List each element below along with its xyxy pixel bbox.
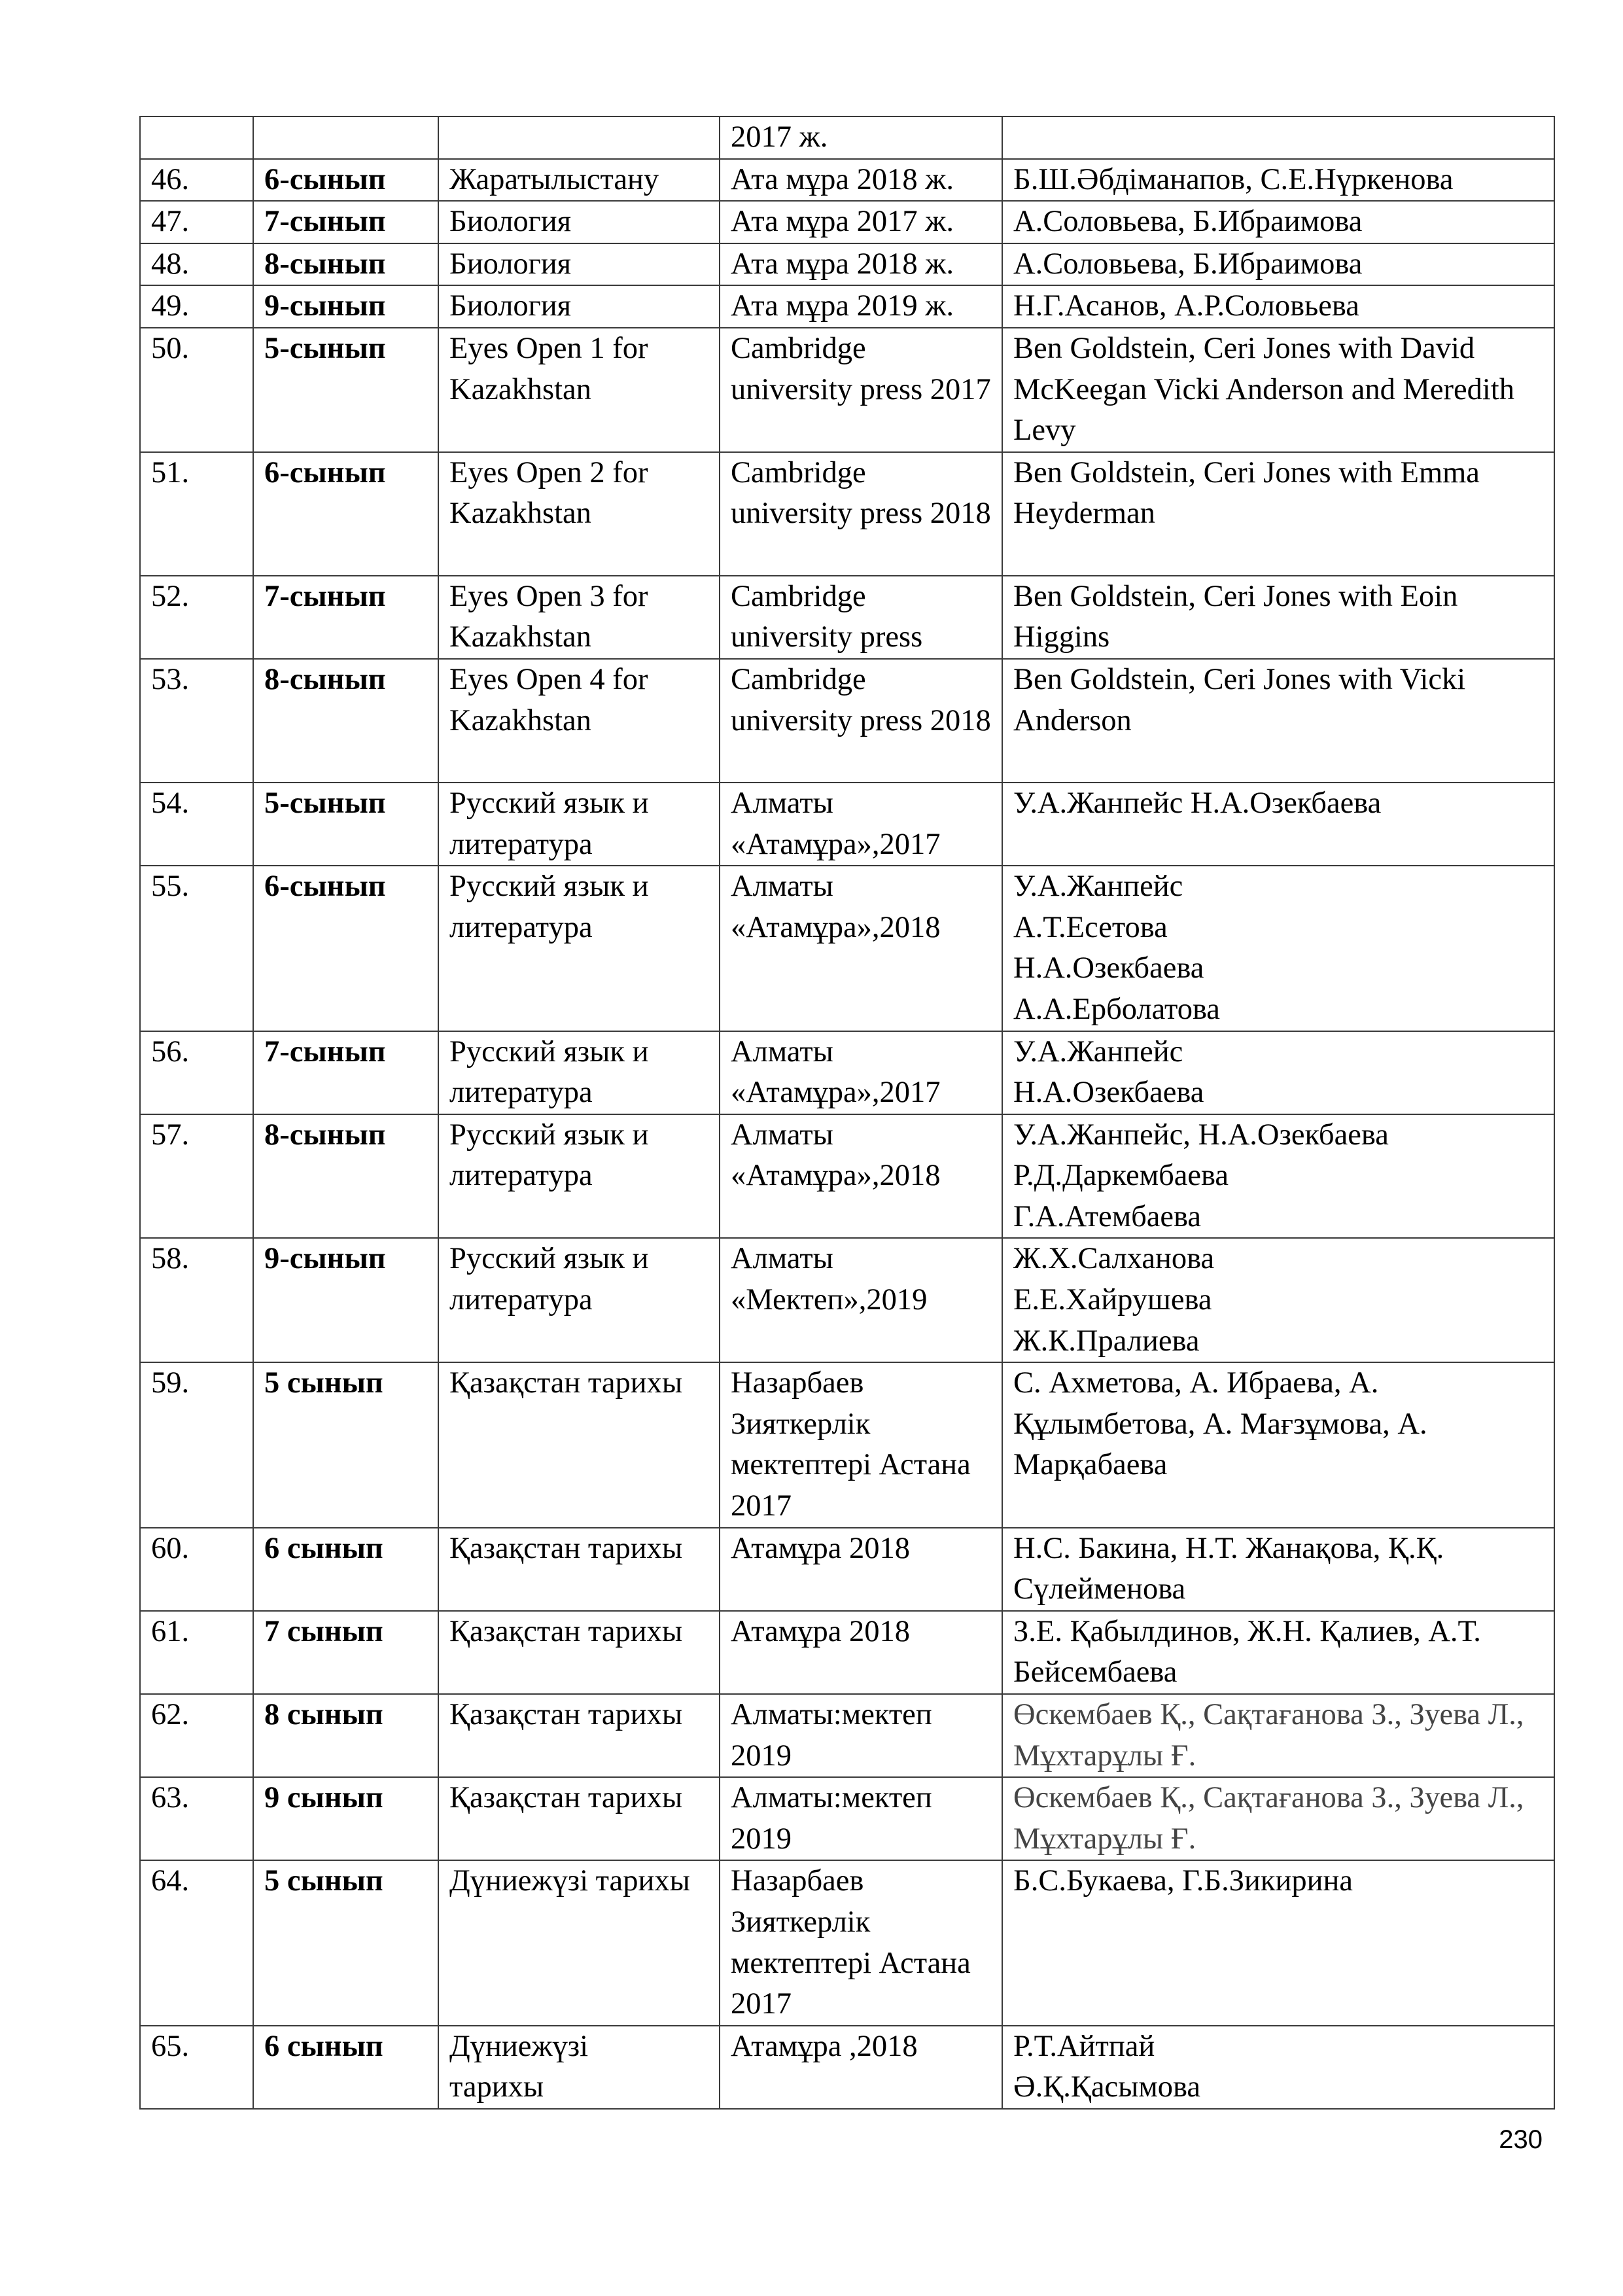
row-number-cell: 65. <box>140 2026 253 2109</box>
grade-cell: 5-сынып <box>253 783 438 866</box>
table-row <box>140 328 1554 452</box>
subject-cell: Қазақстан тарихы <box>438 1777 720 1860</box>
grade-cell: 6 сынып <box>253 2026 438 2109</box>
authors-cell: Б.С.Букаева, Г.Б.Зикирина <box>1002 1860 1554 2025</box>
table-row <box>140 2026 1554 2109</box>
table-row <box>140 1528 1554 1611</box>
subject-cell: Eyes Open 3 for Kazakhstan <box>438 576 720 659</box>
authors-cell: Б.Ш.Әбдіманапов, С.Е.Нүркенова <box>1002 159 1554 202</box>
table-row <box>140 1238 1554 1362</box>
table-row <box>140 285 1554 328</box>
table-row <box>140 1694 1554 1777</box>
subject-cell: Русский язык и литература <box>438 866 720 1031</box>
table-row <box>140 1114 1554 1239</box>
publisher-cell: Алматы «Мектеп»,2019 <box>720 1238 1002 1362</box>
row-number-cell: 62. <box>140 1694 253 1777</box>
publisher-cell: Алматы «Атамұра»,2018 <box>720 866 1002 1031</box>
subject-cell: Русский язык и литература <box>438 1238 720 1362</box>
table-row <box>140 243 1554 286</box>
table-row <box>140 659 1554 783</box>
row-number-cell: 64. <box>140 1860 253 2025</box>
subject-cell: Қазақстан тарихы <box>438 1694 720 1777</box>
grade-cell: 6-сынып <box>253 159 438 202</box>
table-row <box>140 452 1554 576</box>
row-number-cell: 61. <box>140 1611 253 1694</box>
row-number-cell: 53. <box>140 659 253 783</box>
subject-cell: Eyes Open 1 for Kazakhstan <box>438 328 720 452</box>
grade-cell: 8-сынып <box>253 1114 438 1239</box>
table-row <box>140 1777 1554 1860</box>
publisher-cell: Алматы:мектеп 2019 <box>720 1694 1002 1777</box>
table-row <box>140 1362 1554 1527</box>
subject-cell: Русский язык и литература <box>438 783 720 866</box>
authors-cell <box>1002 116 1554 159</box>
row-number-cell: 59. <box>140 1362 253 1527</box>
table-row <box>140 1031 1554 1114</box>
authors-cell: У.А.Жанпейс А.Т.Есетова Н.А.Озекбаева А.А.Ерболатова <box>1002 866 1554 1031</box>
publisher-cell: Алматы:мектеп 2019 <box>720 1777 1002 1860</box>
grade-cell: 9-сынып <box>253 1238 438 1362</box>
table-row <box>140 783 1554 866</box>
publisher-cell: Назарбаев Зияткерлік мектептері Астана 2017 <box>720 1860 1002 2025</box>
publisher-cell: Алматы «Атамұра»,2017 <box>720 1031 1002 1114</box>
row-number-cell: 56. <box>140 1031 253 1114</box>
subject-cell: Русский язык и литература <box>438 1031 720 1114</box>
row-number-cell <box>140 116 253 159</box>
textbook-table <box>139 116 1555 2110</box>
authors-cell: У.А.Жанпейс Н.А.Озекбаева <box>1002 783 1554 866</box>
publisher-cell: Cambridge university press 2017 <box>720 328 1002 452</box>
row-number-cell: 55. <box>140 866 253 1031</box>
authors-cell: Ben Goldstein, Ceri Jones with Vicki Anderson <box>1002 659 1554 783</box>
grade-cell: 6-сынып <box>253 452 438 576</box>
row-number-cell: 46. <box>140 159 253 202</box>
row-number-cell: 52. <box>140 576 253 659</box>
subject-cell: Биология <box>438 201 720 243</box>
subject-cell: Дүниежүзі тарихы <box>438 2026 720 2109</box>
authors-cell: З.Е. Қабылдинов, Ж.Н. Қалиев, А.Т. Бейсембаева <box>1002 1611 1554 1694</box>
row-number-cell: 50. <box>140 328 253 452</box>
subject-cell: Eyes Open 4 for Kazakhstan <box>438 659 720 783</box>
page-number: 230 <box>1499 2125 1543 2154</box>
subject-cell: Eyes Open 2 for Kazakhstan <box>438 452 720 576</box>
authors-cell: У.А.Жанпейс Н.А.Озекбаева <box>1002 1031 1554 1114</box>
authors-cell: Ben Goldstein, Ceri Jones with David McKeegan Vicki Anderson and Meredith Levy <box>1002 328 1554 452</box>
authors-cell: А.Соловьева, Б.Ибраимова <box>1002 243 1554 286</box>
publisher-cell: Ата мұра 2017 ж. <box>720 201 1002 243</box>
table-row <box>140 1860 1554 2025</box>
grade-cell: 7-сынып <box>253 201 438 243</box>
textbook-table-body <box>140 116 1554 2109</box>
publisher-cell: Cambridge university press <box>720 576 1002 659</box>
publisher-cell: Алматы «Атамұра»,2018 <box>720 1114 1002 1239</box>
authors-cell: Р.Т.Айтпай Ә.Қ.Қасымова <box>1002 2026 1554 2109</box>
grade-cell: 8-сынып <box>253 659 438 783</box>
grade-cell: 5-сынып <box>253 328 438 452</box>
publisher-cell: Назарбаев Зияткерлік мектептері Астана 2017 <box>720 1362 1002 1527</box>
subject-cell: Жаратылыстану <box>438 159 720 202</box>
authors-cell: А.Соловьева, Б.Ибраимова <box>1002 201 1554 243</box>
authors-cell: Ж.Х.Салханова Е.Е.Хайрушева Ж.К.Пралиева <box>1002 1238 1554 1362</box>
authors-cell: Өскембаев Қ., Сақтағанова З., Зуева Л., Мұхтарұлы Ғ. <box>1002 1777 1554 1860</box>
publisher-cell: Cambridge university press 2018 <box>720 659 1002 783</box>
grade-cell: 9 сынып <box>253 1777 438 1860</box>
publisher-cell: Атамұра 2018 <box>720 1611 1002 1694</box>
row-number-cell: 48. <box>140 243 253 286</box>
grade-cell: 8 сынып <box>253 1694 438 1777</box>
table-row <box>140 1611 1554 1694</box>
grade-cell: 7-сынып <box>253 1031 438 1114</box>
publisher-cell: Атамұра 2018 <box>720 1528 1002 1611</box>
subject-cell: Биология <box>438 285 720 328</box>
authors-cell: С. Ахметова, А. Ибраева, А. Құлымбетова, А. Мағзұмова, А. Марқабаева <box>1002 1362 1554 1527</box>
table-row <box>140 159 1554 202</box>
grade-cell: 8-сынып <box>253 243 438 286</box>
publisher-cell: Ата мұра 2019 ж. <box>720 285 1002 328</box>
subject-cell: Русский язык и литература <box>438 1114 720 1239</box>
row-number-cell: 57. <box>140 1114 253 1239</box>
publisher-cell: Cambridge university press 2018 <box>720 452 1002 576</box>
subject-cell: Қазақстан тарихы <box>438 1611 720 1694</box>
authors-cell: Өскембаев Қ., Сақтағанова З., Зуева Л., Мұхтарұлы Ғ. <box>1002 1694 1554 1777</box>
authors-cell: Ben Goldstein, Ceri Jones with Emma Heyderman <box>1002 452 1554 576</box>
row-number-cell: 60. <box>140 1528 253 1611</box>
subject-cell: Дүниежүзі тарихы <box>438 1860 720 2025</box>
publisher-cell: Атамұра ,2018 <box>720 2026 1002 2109</box>
grade-cell: 5 сынып <box>253 1860 438 2025</box>
grade-cell: 9-сынып <box>253 285 438 328</box>
authors-cell: Н.Г.Асанов, А.Р.Соловьева <box>1002 285 1554 328</box>
authors-cell: Ben Goldstein, Ceri Jones with Eoin Higgins <box>1002 576 1554 659</box>
subject-cell: Қазақстан тарихы <box>438 1362 720 1527</box>
table-row <box>140 116 1554 159</box>
grade-cell: 7-сынып <box>253 576 438 659</box>
grade-cell: 6 сынып <box>253 1528 438 1611</box>
publisher-cell: Алматы «Атамұра»,2017 <box>720 783 1002 866</box>
publisher-cell: 2017 ж. <box>720 116 1002 159</box>
subject-cell: Қазақстан тарихы <box>438 1528 720 1611</box>
authors-cell: У.А.Жанпейс, Н.А.Озекбаева Р.Д.Даркембаева Г.А.Атембаева <box>1002 1114 1554 1239</box>
row-number-cell: 54. <box>140 783 253 866</box>
subject-cell <box>438 116 720 159</box>
row-number-cell: 63. <box>140 1777 253 1860</box>
row-number-cell: 58. <box>140 1238 253 1362</box>
grade-cell: 6-сынып <box>253 866 438 1031</box>
subject-cell: Биология <box>438 243 720 286</box>
row-number-cell: 47. <box>140 201 253 243</box>
table-row <box>140 201 1554 243</box>
grade-cell: 5 сынып <box>253 1362 438 1527</box>
table-row <box>140 866 1554 1031</box>
row-number-cell: 51. <box>140 452 253 576</box>
row-number-cell: 49. <box>140 285 253 328</box>
publisher-cell: Ата мұра 2018 ж. <box>720 159 1002 202</box>
publisher-cell: Ата мұра 2018 ж. <box>720 243 1002 286</box>
authors-cell: Н.С. Бакина, Н.Т. Жанақова, Қ.Қ. Сүлейменова <box>1002 1528 1554 1611</box>
grade-cell: 7 сынып <box>253 1611 438 1694</box>
grade-cell <box>253 116 438 159</box>
table-row <box>140 576 1554 659</box>
